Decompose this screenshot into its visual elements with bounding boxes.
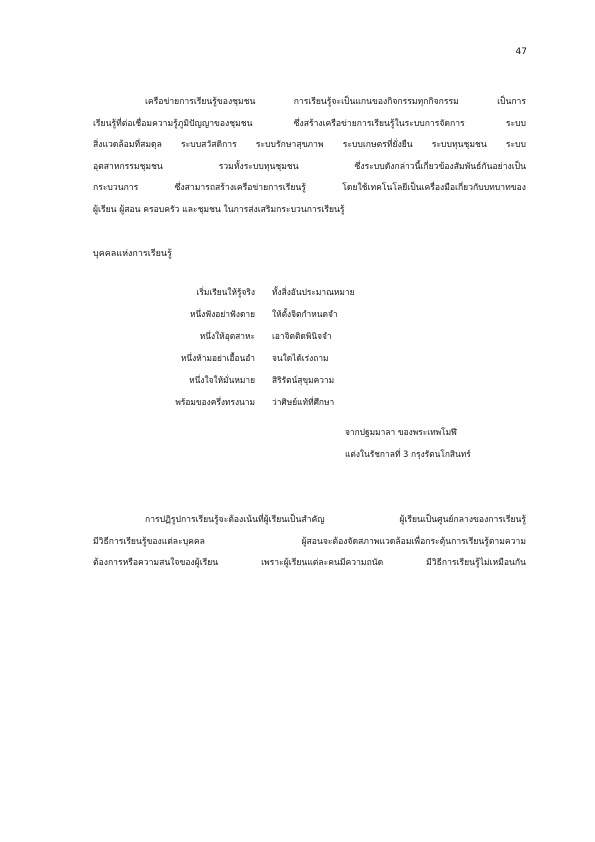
poem-right-verse: ว่าศิษย์แท้ที่ศึกษา <box>272 397 335 407</box>
paragraph-line: สิ่งแวดล้อมที่สมดุล ระบบสวัสดิการ ระบบรักษาสุขภาพ ระบบเกษตรที่ยั่งยืน ระบบทุนชุมชน ระบบ <box>93 140 526 150</box>
paragraph-line: อุตสาหกรรมชุมชน รวมทั้งระบบทุนชุมชน ซึ่งระบบดังกล่าวนี้เกี่ยวข้องสัมพันธ์กันอย่างเป็น <box>93 161 526 172</box>
paragraph-line: มีวิธีการเรียนรู้ของแต่ละบุคคล ผู้สอนจะต้องจัดสภาพแวดล้อมเพื่อกระตุ้นการเรียนรู้ตามความ <box>93 536 526 547</box>
poem-row <box>0 329 595 351</box>
paragraph-line: เครือข่ายการเรียนรู้ของชุมชน การเรียนรู้จะเป็นแกนของกิจกรรมทุกกิจกรรม เป็นการ <box>145 97 526 107</box>
poem-row <box>0 395 595 417</box>
poem-left-verse: หนึ่งให้อุตสาหะ <box>199 331 255 341</box>
page-number: 47 <box>515 47 527 57</box>
poem-right-verse: สิริรัตน์สุขุมความ <box>272 375 335 385</box>
poem-row <box>0 351 595 373</box>
poem-row <box>0 307 595 329</box>
poem-right-verse: เอาจิตติดพินิจจำ <box>272 331 332 341</box>
reform-paragraph <box>93 510 526 575</box>
section-heading: บุคคลแห่งการเรียนรู้ <box>93 249 172 259</box>
poem-right-verse: ให้ตั้งจิตกำหนดจำ <box>272 309 338 319</box>
poem-left-verse: หนึ่งฟังอย่าฟังดาย <box>189 309 255 319</box>
poem-source-line: จากปฐมมาลา ของพระเทพโมฬี <box>345 427 457 437</box>
poem-row <box>0 285 595 307</box>
poem-left-verse: เริ่มเรียนให้รู้จริง <box>196 287 255 297</box>
poem-left-verse: หนึ่งใจให้มั่นหมาย <box>189 375 255 385</box>
paragraph-line: เรียนรู้ที่ต่อเชื่อมความรู้ภูมิปัญญาของชุมชน ซึ่งสร้างเครือข่ายการเรียนรู้ในระบบการจัดการ ระบบ <box>93 118 526 129</box>
poem-source-line: แต่งในรัชกาลที่ 3 กรุงรัตนโกสินทร์ <box>345 449 471 459</box>
poem-right-verse: ทั้งสิ่งอันประมาณหมาย <box>272 287 355 297</box>
intro-paragraph <box>93 92 526 221</box>
paragraph-line: ต้องการหรือความสนใจของผู้เรียน เพราะผู้เรียนแต่ละคนมีความถนัด มีวิธีการเรียนรู้ไม่เหมือนกัน <box>93 558 526 568</box>
poem-right-verse: จนใดได้เร่งถาม <box>272 353 329 363</box>
poem-left-verse: หนึ่งห้ามอย่าเอื้อนอำ <box>180 353 255 363</box>
poem-left-verse: พร้อมของครึ่งทรงนาม <box>175 397 255 407</box>
paragraph-line: ผู้เรียน ผู้สอน ครอบครัว และชุมชน ในการส่งเสริมกระบวนการเรียนรู้ <box>93 204 345 215</box>
paragraph-line: การปฏิรูปการเรียนรู้จะต้องเน้นที่ผู้เรียนเป็นสำคัญ ผู้เรียนเป็นศูนย์กลางของการเรียนรู้ <box>145 515 526 525</box>
poem-row <box>0 373 595 395</box>
paragraph-line: กระบวนการ ซึ่งสามารถสร้างเครือข่ายการเรียนรู้ โดยใช้เทคโนโลยีเป็นเครื่องมือเกี่ยวกับบทบาทของ <box>93 183 526 193</box>
